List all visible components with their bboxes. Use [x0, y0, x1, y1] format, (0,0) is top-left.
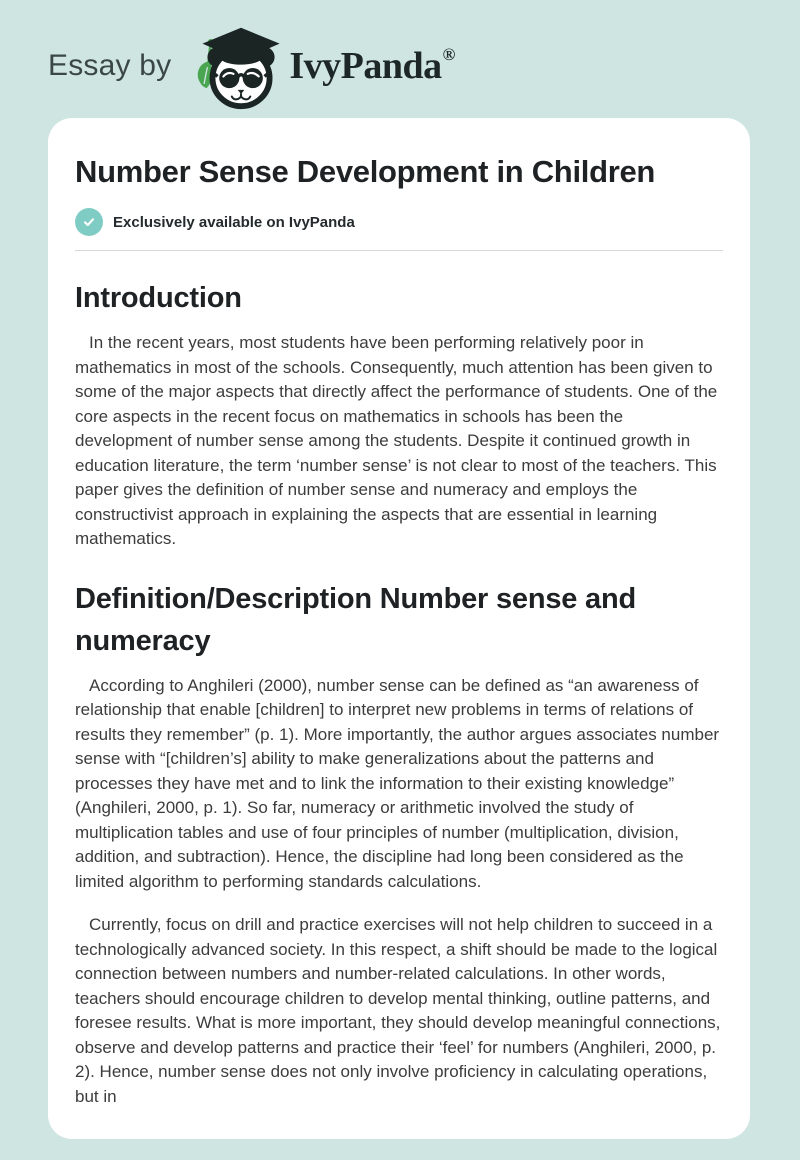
ivypanda-panda-logo-icon [189, 26, 283, 110]
checkmark-icon [75, 208, 103, 236]
header-prefix: Essay by [48, 49, 172, 82]
paragraph-intro-1: In the recent years, most students have been performing relatively poor in mathematics in most of the schools. Consequently, much attention has been given to some of the major aspects that directly affect the performance of students. One of the core aspects in the recent focus on mathematics in schools has been the development of number sense among the students. Despite it continued growth in education literature, the term ‘number sense’ is not clear to most of the teachers. This paper gives the definition of number sense and numeracy and employs the constructivist approach in explaining the aspects that are essential in learning mathematics. [75, 333, 718, 548]
divider [75, 250, 723, 251]
exclusive-badge [75, 208, 723, 236]
registered-trademark-symbol: ® [442, 45, 455, 64]
page-title: Number Sense Development in Children [75, 154, 656, 189]
panda-graduate-icon [189, 26, 283, 110]
site-header [0, 0, 800, 104]
paragraph-definition-1: According to Anghileri (2000), number sense can be defined as “an awareness of relationship that enable [children] to interpret new problems in terms of relations of results they remember” (p. 1). More importantly, the author argues associates number sense with “[children’s] ability to make generalizations about the patterns and processes they have met and to link the information to their existing knowledge” (Anghileri, 2000, p. 1). So far, numeracy or arithmetic involved the study of multiplication tables and use of four principles of number (multiplication, division, addition, and subtraction). Hence, the discipline had long been considered as the limited algorithm to performing standards calculations. [75, 675, 720, 891]
section-introduction [75, 277, 723, 552]
section-heading-definition: Definition/Description Number sense and numeracy [75, 582, 637, 657]
brand-wordmark [289, 44, 454, 88]
brand-name: IvyPanda [289, 45, 442, 87]
section-definition [75, 578, 723, 1110]
essay-card [48, 118, 750, 1139]
badge-label: Exclusively available on IvyPanda [113, 213, 355, 231]
paragraph-definition-2: Currently, focus on drill and practice exercises will not help children to succeed in a technologically advanced society. In this respect, a shift should be made to the logical connection between numbers and number-related calculations. In other words, teachers should encourage children to develop mental thinking, outline patterns, and foresee results. What is more important, they should develop meaningful connections, observe and develop patterns and practice their ‘feel’ for numbers (Anghileri, 2000, p. 2). Hence, number sense does not only involve proficiency in calculating operations, but in [75, 915, 721, 1106]
section-heading-introduction: Introduction [75, 282, 242, 314]
